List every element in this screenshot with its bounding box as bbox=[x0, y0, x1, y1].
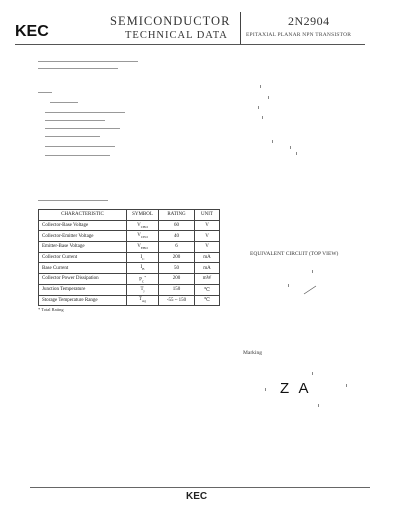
cell-unit: mA bbox=[195, 252, 220, 263]
table-row bbox=[39, 263, 220, 274]
cell-rating: 60 bbox=[159, 220, 195, 231]
cell-characteristic: Collector-Emitter Voltage bbox=[39, 231, 127, 242]
cell-symbol: $T_j$ bbox=[127, 284, 159, 295]
cell-symbol: $V_{CBO}$ bbox=[127, 220, 159, 231]
cell-rating: -55 ~ 150 bbox=[159, 295, 195, 306]
footer-rule bbox=[30, 487, 370, 488]
cell-characteristic: Junction Temperature bbox=[39, 284, 127, 295]
cell-symbol: $T_{stg}$ bbox=[127, 295, 159, 306]
cell-characteristic: Collector Power Dissipation bbox=[39, 274, 127, 285]
cell-rating: 150 bbox=[159, 284, 195, 295]
cell-unit: ℃ bbox=[195, 295, 220, 306]
table-row bbox=[39, 274, 220, 285]
table-row bbox=[39, 220, 220, 231]
cell-characteristic: Base Current bbox=[39, 263, 127, 274]
cell-characteristic: Storage Temperature Range bbox=[39, 295, 127, 306]
header-title-line1: SEMICONDUCTOR bbox=[110, 14, 231, 28]
table-row bbox=[39, 231, 220, 242]
table-row bbox=[39, 252, 220, 263]
cell-symbol: $V_{EBO}$ bbox=[127, 242, 159, 253]
marking-label: Marking bbox=[243, 350, 262, 356]
header-title-line2: TECHNICAL DATA bbox=[125, 30, 228, 41]
cell-unit: ℃ bbox=[195, 284, 220, 295]
part-number: 2N2904 bbox=[288, 14, 330, 28]
cell-symbol: $I_C$ bbox=[127, 252, 159, 263]
table-row bbox=[39, 295, 220, 306]
cell-rating: 50 bbox=[159, 263, 195, 274]
equivalent-circuit-title: EQUIVALENT CIRCUIT (TOP VIEW) bbox=[250, 251, 339, 257]
column-header-rating: RATING bbox=[159, 210, 195, 221]
cell-symbol: $I_B$ bbox=[127, 263, 159, 274]
cell-characteristic: Collector Current bbox=[39, 252, 127, 263]
header-rule bbox=[15, 44, 365, 45]
header-divider bbox=[240, 12, 241, 44]
header-subtitle: EPITAXIAL PLANAR NPN TRANSISTOR bbox=[246, 32, 352, 38]
table-row bbox=[39, 284, 220, 295]
cell-rating: 200 bbox=[159, 252, 195, 263]
cell-symbol: $V_{CEO}$ bbox=[127, 231, 159, 242]
column-header-unit: UNIT bbox=[195, 210, 220, 221]
maximum-ratings-table bbox=[38, 209, 220, 306]
kec-logo bbox=[15, 22, 57, 38]
footer-logo-text: KEC bbox=[186, 491, 208, 500]
cell-unit: V bbox=[195, 242, 220, 253]
marking-code: Z A bbox=[280, 380, 312, 397]
table-header-row bbox=[39, 210, 220, 221]
circuit-fragment-icon bbox=[300, 282, 320, 296]
cell-unit: V bbox=[195, 220, 220, 231]
cell-unit: V bbox=[195, 231, 220, 242]
table-footnote: * Total Rating bbox=[38, 307, 64, 312]
cell-unit: mW bbox=[195, 274, 220, 285]
column-header-characteristic: CHARACTERISTIC bbox=[39, 210, 127, 221]
cell-rating: 6 bbox=[159, 242, 195, 253]
column-header-symbol: SYMBOL bbox=[127, 210, 159, 221]
cell-rating: 40 bbox=[159, 231, 195, 242]
cell-rating: 200 bbox=[159, 274, 195, 285]
cell-unit: mA bbox=[195, 263, 220, 274]
ratings-table-title bbox=[38, 200, 108, 205]
table-row bbox=[39, 242, 220, 253]
cell-symbol: $P_C^*$ bbox=[127, 274, 159, 285]
cell-characteristic: Emitter-Base Voltage bbox=[39, 242, 127, 253]
footer-kec-logo bbox=[186, 490, 210, 500]
kec-logo-text: KEC bbox=[15, 23, 49, 38]
cell-characteristic: Collector-Base Voltage bbox=[39, 220, 127, 231]
